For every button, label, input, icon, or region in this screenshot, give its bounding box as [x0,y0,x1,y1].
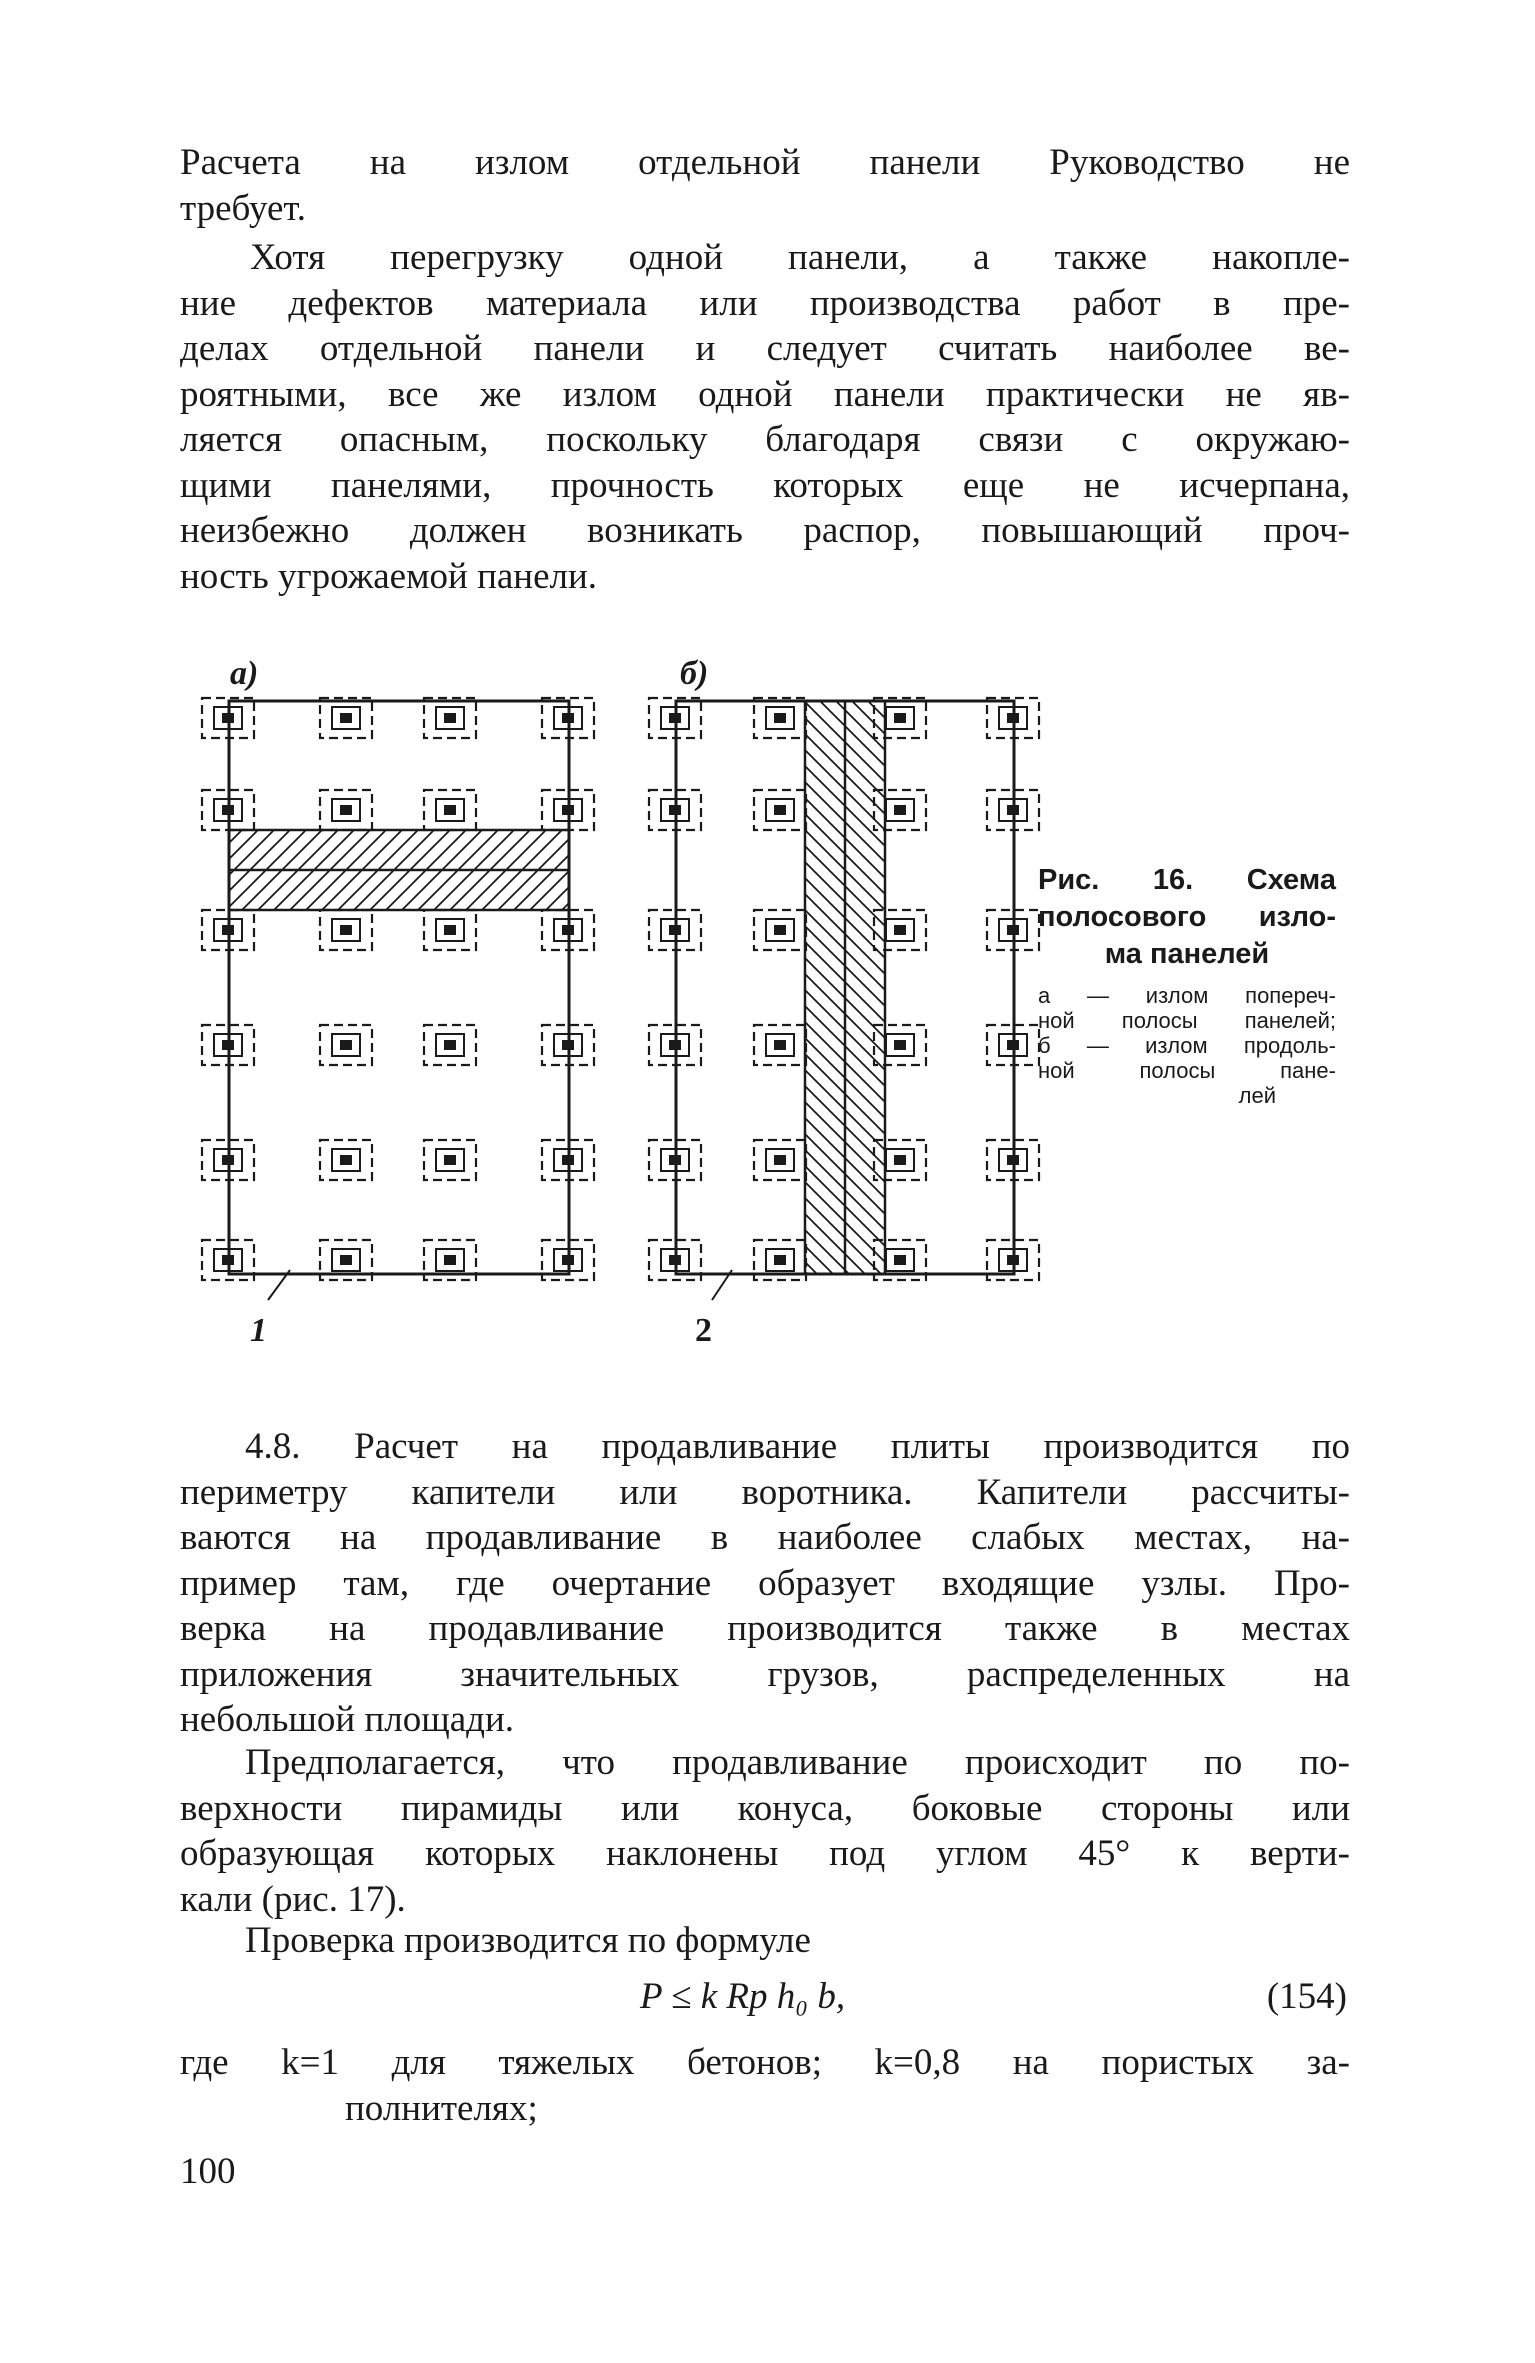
text-line: ваются на продавливание в наиболее слабых местах, на- [180,1517,1350,1558]
text-line: Хотя перегрузку одной панели, а также накопле- [250,237,1350,278]
text-line: образующая которых наклонены под углом 45° к верти- [180,1833,1350,1874]
caption-title-line: полосового изло- [1038,901,1336,933]
text-line: верка на продавливание производится также в местах [180,1608,1350,1649]
figure-label-b: б) [680,655,709,692]
marker-1: 1 [250,1312,267,1349]
caption-legend-line: а — излом попереч- [1038,983,1336,1008]
text-line: Предполагается, что продавливание происходит по по- [245,1742,1350,1783]
text-line: периметру капители или воротника. Капители рассчиты- [180,1471,1350,1513]
text-line: роятными, все же излом одной панели практически не яв- [180,373,1350,415]
text-line: требует. [180,187,307,229]
caption-title-line: Рис. 16. Схема [1038,864,1336,896]
figure-label-a: а) [230,655,259,692]
text-line: небольшой площади. [180,1699,514,1740]
text-line: ность угрожаемой панели. [180,555,598,597]
equation-number: (154) [1266,1976,1347,2017]
text-line: делах отдельной панели и следует считать наиболее ве- [180,328,1350,369]
caption-legend [1038,983,1336,1108]
text-line: Расчета на излом отдельной панели Руководство не [180,142,1350,183]
where-clause [180,2040,1350,2131]
paragraph-4 [180,1740,1350,1922]
text-line: ние дефектов материала или производства работ в пре- [180,282,1350,324]
caption-title [1038,862,1336,973]
text-line: ляется опасным, поскольку благодаря связи с окружаю- [180,419,1350,460]
formula-154: P ≤ k Rр h₀ b, [640,1976,846,2017]
caption-legend-line: лей [1238,1083,1276,1108]
page-number: 100 [180,2151,236,2192]
text-line: кали (рис. 17). [180,1878,406,1920]
text-line: верхности пирамиды или конуса, боковые стороны или [180,1787,1350,1829]
text-line: 4.8. Расчет на продавливание плиты производится по [245,1426,1350,1467]
caption-legend-line: ной полосы пане- [1038,1058,1336,1083]
paragraph-5 [180,1918,1350,1964]
text-line: пример там, где очертание образует входящие узлы. Про- [180,1562,1350,1604]
paragraph-3 [180,1424,1350,1743]
marker-2: 2 [695,1312,712,1349]
text-line: где k=1 для тяжелых бетонов; k=0,8 на пористых за- [180,2042,1350,2083]
caption-legend-line: б — излом продоль- [1038,1033,1336,1058]
figure-caption [1038,862,1336,1108]
text-line: Проверка производится по формуле [245,1920,811,1961]
caption-title-line: ма панелей [1104,938,1270,970]
text-line: щими панелями, прочность которых еще не исчерпана, [180,464,1350,506]
caption-legend-line: ной полосы панелей; [1038,1008,1336,1033]
text-line: приложения значительных грузов, распределенных на [180,1653,1350,1695]
text-line: неизбежно должен возникать распор, повышающий проч- [180,510,1350,551]
text-line: полнителях; [345,2087,538,2129]
